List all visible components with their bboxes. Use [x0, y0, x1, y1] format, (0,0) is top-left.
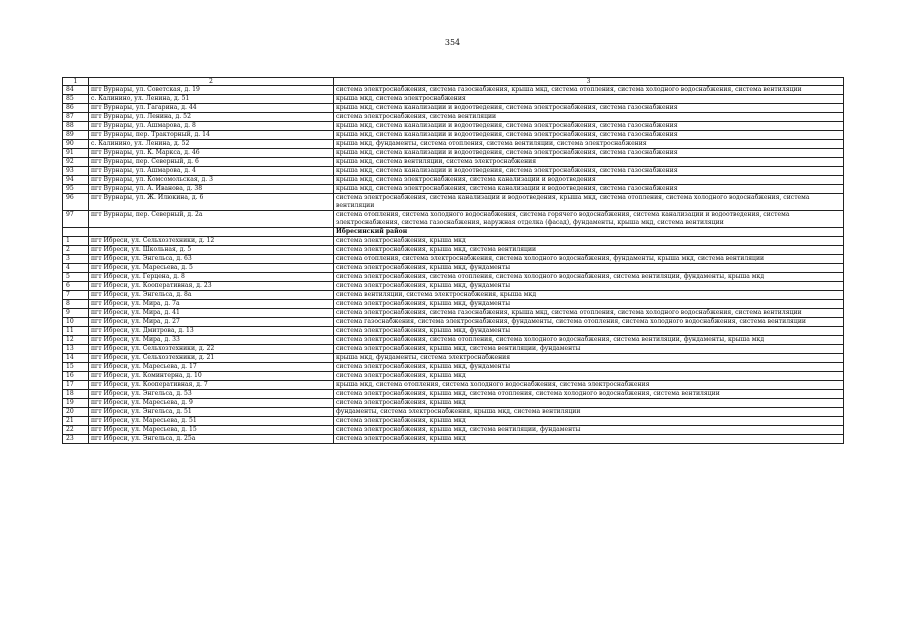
row-number: 22 [63, 426, 89, 435]
row-works: крыша мкд, система канализации и водоотведения, система электроснабжения, система газоснабжения [334, 149, 844, 158]
table-row [63, 273, 844, 282]
page-number: 354 [444, 38, 461, 47]
table-row [63, 363, 844, 372]
row-works: система отопления, система холодного водоснабжения, система горячего водоснабжения, система канализации и водоотведения, система электроснабжения, система газоснабжения, наружная отделка (фасад), фундаменты, крыша мкд, система вентиляции [334, 211, 844, 228]
table-row [63, 255, 844, 264]
row-address: пгт Ибреси, ул. Энгельса, д. 51 [89, 408, 334, 417]
table-row [63, 158, 844, 167]
table-row [63, 131, 844, 140]
row-address: пгт Вурнары, ул. Ж. Илюкина, д. 6 [89, 194, 334, 211]
table-row [63, 291, 844, 300]
row-works: система электроснабжения, крыша мкд, система вентиляции, фундаменты [334, 426, 844, 435]
row-works: система вентиляции, система электроснабжения, крыша мкд [334, 291, 844, 300]
row-address: пгт Ибреси, ул. Маресьева, д. 5 [89, 264, 334, 273]
table-row [63, 167, 844, 176]
row-works: система электроснабжения, крыша мкд [334, 372, 844, 381]
row-number: 93 [63, 167, 89, 176]
row-number: 8 [63, 300, 89, 309]
row-works: система электроснабжения, крыша мкд, система вентиляции [334, 246, 844, 255]
table-row [63, 399, 844, 408]
row-address: пгт Ибреси, ул. Кооперативная, д. 7 [89, 381, 334, 390]
row-number: 7 [63, 291, 89, 300]
works-table [62, 77, 844, 444]
row-address: с. Калинино, ул. Ленина, д. 52 [89, 140, 334, 149]
row-works: система электроснабжения, крыша мкд [334, 417, 844, 426]
row-number: 3 [63, 255, 89, 264]
row-number: 94 [63, 176, 89, 185]
row-address: пгт Ибреси, ул. Мира, д. 7а [89, 300, 334, 309]
row-number: 1 [63, 237, 89, 246]
row-number: 14 [63, 354, 89, 363]
row-works: система электроснабжения, крыша мкд, фундаменты [334, 300, 844, 309]
table-row [63, 417, 844, 426]
row-address: пгт Ибреси, ул. Маресьева, д. 51 [89, 417, 334, 426]
district-title: Ибресинский район [334, 228, 844, 237]
row-number: 96 [63, 194, 89, 211]
row-address: пгт Ибреси, ул. Маресьева, д. 9 [89, 399, 334, 408]
table-row [63, 309, 844, 318]
row-number: 90 [63, 140, 89, 149]
row-address: пгт Вурнары, ул. Ашмарова, д. 8 [89, 122, 334, 131]
row-address: пгт Ибреси, ул. Сельхозтехники, д. 21 [89, 354, 334, 363]
table-row [63, 300, 844, 309]
row-works: система электроснабжения, крыша мкд, фундаменты [334, 363, 844, 372]
district-empty-cell [89, 228, 334, 237]
table-row [63, 185, 844, 194]
row-address: пгт Ибреси, ул. Маресьева, д. 15 [89, 426, 334, 435]
row-address: пгт Вурнары, ул. К. Маркса, д. 46 [89, 149, 334, 158]
table-row [63, 282, 844, 291]
row-number: 88 [63, 122, 89, 131]
table-row [63, 194, 844, 211]
row-address: пгт Ибреси, ул. Маресьева, д. 17 [89, 363, 334, 372]
table-row [63, 354, 844, 363]
table-row [63, 122, 844, 131]
row-address: пгт Ибреси, ул. Сельхозтехники, д. 12 [89, 237, 334, 246]
row-address: пгт Ибреси, ул. Коминтерна, д. 10 [89, 372, 334, 381]
row-works: система электроснабжения, крыша мкд, фундаменты [334, 282, 844, 291]
table-row [63, 86, 844, 95]
row-address: пгт Вурнары, ул. Советская, д. 19 [89, 86, 334, 95]
row-address: пгт Ибреси, ул. Дмитрова, д. 13 [89, 327, 334, 336]
row-number: 4 [63, 264, 89, 273]
row-number: 2 [63, 246, 89, 255]
row-works: крыша мкд, система канализации и водоотведения, система электроснабжения, система газоснабжения [334, 104, 844, 113]
table-row [63, 408, 844, 417]
row-address: пгт Вурнары, ул. Ленина, д. 52 [89, 113, 334, 122]
row-address: пгт Ибреси, ул. Кооперативная, д. 23 [89, 282, 334, 291]
row-address: пгт Ибреси, ул. Школьная, д. 5 [89, 246, 334, 255]
row-address: пгт Ибреси, ул. Энгельса, д. 25а [89, 435, 334, 444]
table-row [63, 327, 844, 336]
row-address: пгт Вурнары, ул. Ашмарова, д. 4 [89, 167, 334, 176]
row-number: 87 [63, 113, 89, 122]
row-number: 5 [63, 273, 89, 282]
row-works: фундаменты, система электроснабжения, крыша мкд, система вентиляции [334, 408, 844, 417]
row-number: 23 [63, 435, 89, 444]
row-number: 16 [63, 372, 89, 381]
row-works: система электроснабжения, система отопления, система холодного водоснабжения, система вентиляции, фундаменты, крыша мкд [334, 273, 844, 282]
row-works: система газоснабжения, система электроснабжения, фундаменты, система отопления, система холодного водоснабжения, система вентиляции [334, 318, 844, 327]
row-address: пгт Ибреси, ул. Мира, д. 41 [89, 309, 334, 318]
row-works: крыша мкд, фундаменты, система отопления, система вентиляции, система электроснабжения [334, 140, 844, 149]
row-number: 20 [63, 408, 89, 417]
row-number: 84 [63, 86, 89, 95]
header-col-works: 3 [334, 78, 844, 86]
row-number: 18 [63, 390, 89, 399]
table-row [63, 211, 844, 228]
table-row [63, 345, 844, 354]
row-works: крыша мкд, система вентиляции, система электроснабжения [334, 158, 844, 167]
table-row [63, 95, 844, 104]
row-number: 10 [63, 318, 89, 327]
row-number: 92 [63, 158, 89, 167]
table-row [63, 426, 844, 435]
row-number: 89 [63, 131, 89, 140]
header-col-address: 2 [89, 78, 334, 86]
row-number: 97 [63, 211, 89, 228]
table-row [63, 149, 844, 158]
row-works: система электроснабжения, система газоснабжения, крыша мкд, система отопления, система холодного водоснабжения, система вентиляции [334, 309, 844, 318]
row-works: крыша мкд, система канализации и водоотведения, система электроснабжения, система газоснабжения [334, 122, 844, 131]
row-works: крыша мкд, система отопления, система холодного водоснабжения, система электроснабжения [334, 381, 844, 390]
table-row [63, 113, 844, 122]
row-number: 95 [63, 185, 89, 194]
row-address: пгт Ибреси, ул. Энгельса, д. 63 [89, 255, 334, 264]
row-address: пгт Ибреси, ул. Мира, д. 27 [89, 318, 334, 327]
table-row [63, 318, 844, 327]
row-address: пгт Ибреси, ул. Мира, д. 33 [89, 336, 334, 345]
row-number: 9 [63, 309, 89, 318]
row-number: 6 [63, 282, 89, 291]
row-number: 11 [63, 327, 89, 336]
row-works: система электроснабжения, система газоснабжения, крыша мкд, система отопления, система холодного водоснабжения, система вентиляции [334, 86, 844, 95]
district-empty-cell [63, 228, 89, 237]
row-address: пгт Ибреси, ул. Герцена, д. 8 [89, 273, 334, 282]
table-row [63, 104, 844, 113]
row-address: пгт Вурнары, ул. А. Иванова, д. 38 [89, 185, 334, 194]
row-number: 86 [63, 104, 89, 113]
row-address: пгт Ибреси, ул. Энгельса, д. 53 [89, 390, 334, 399]
row-works: система электроснабжения, крыша мкд, фундаменты [334, 327, 844, 336]
row-works: система электроснабжения, крыша мкд, система отопления, система холодного водоснабжения, система вентиляции [334, 390, 844, 399]
district-header-row [63, 228, 844, 237]
row-number: 13 [63, 345, 89, 354]
row-works: крыша мкд, система канализации и водоотведения, система электроснабжения, система газоснабжения [334, 167, 844, 176]
row-number: 91 [63, 149, 89, 158]
row-works: крыша мкд, система канализации и водоотведения, система электроснабжения, система газоснабжения [334, 131, 844, 140]
row-works: крыша мкд, система электроснабжения [334, 95, 844, 104]
row-address: пгт Вурнары, ул. Гагарина, д. 44 [89, 104, 334, 113]
row-address: пгт Вурнары, пер. Тракторный, д. 14 [89, 131, 334, 140]
row-works: система электроснабжения, крыша мкд, система вентиляции, фундаменты [334, 345, 844, 354]
table-row [63, 264, 844, 273]
table-row [63, 237, 844, 246]
table-row [63, 140, 844, 149]
row-address: пгт Ибреси, ул. Сельхозтехники, д. 22 [89, 345, 334, 354]
table-row [63, 435, 844, 444]
row-address: пгт Вурнары, ул. Комсомольская, д. 3 [89, 176, 334, 185]
row-number: 12 [63, 336, 89, 345]
row-address: пгт Вурнары, пер. Северный, д. 2а [89, 211, 334, 228]
table-row [63, 246, 844, 255]
row-number: 17 [63, 381, 89, 390]
row-works: система электроснабжения, крыша мкд, фундаменты [334, 264, 844, 273]
row-address: пгт Ибреси, ул. Энгельса, д. 8а [89, 291, 334, 300]
row-works: крыша мкд, система электроснабжения, система канализации и водоотведения [334, 176, 844, 185]
row-number: 85 [63, 95, 89, 104]
row-works: система электроснабжения, система канализации и водоотведения, крыша мкд, система отопления, система холодного водоснабжения, система вентиляции [334, 194, 844, 211]
row-works: система электроснабжения, крыша мкд [334, 237, 844, 246]
row-works: система электроснабжения, система вентиляции [334, 113, 844, 122]
table-row [63, 390, 844, 399]
row-works: система электроснабжения, система отопления, система холодного водоснабжения, система вентиляции, фундаменты, крыша мкд [334, 336, 844, 345]
table-row [63, 372, 844, 381]
table-row [63, 381, 844, 390]
row-works: крыша мкд, система электроснабжения, система канализации и водоотведения, система газоснабжения [334, 185, 844, 194]
row-address: с. Калинино, ул. Ленина, д. 51 [89, 95, 334, 104]
row-number: 15 [63, 363, 89, 372]
table-row [63, 176, 844, 185]
row-works: система электроснабжения, крыша мкд [334, 435, 844, 444]
header-col-number: 1 [63, 78, 89, 86]
row-works: система отопления, система электроснабжения, система холодного водоснабжения, фундаменты, крыша мкд, система вентиляции [334, 255, 844, 264]
row-number: 21 [63, 417, 89, 426]
row-works: крыша мкд, фундаменты, система электроснабжения [334, 354, 844, 363]
row-works: система электроснабжения, крыша мкд [334, 399, 844, 408]
table-header-row [63, 78, 844, 86]
row-number: 19 [63, 399, 89, 408]
table-row [63, 336, 844, 345]
row-address: пгт Вурнары, пер. Северный, д. 6 [89, 158, 334, 167]
